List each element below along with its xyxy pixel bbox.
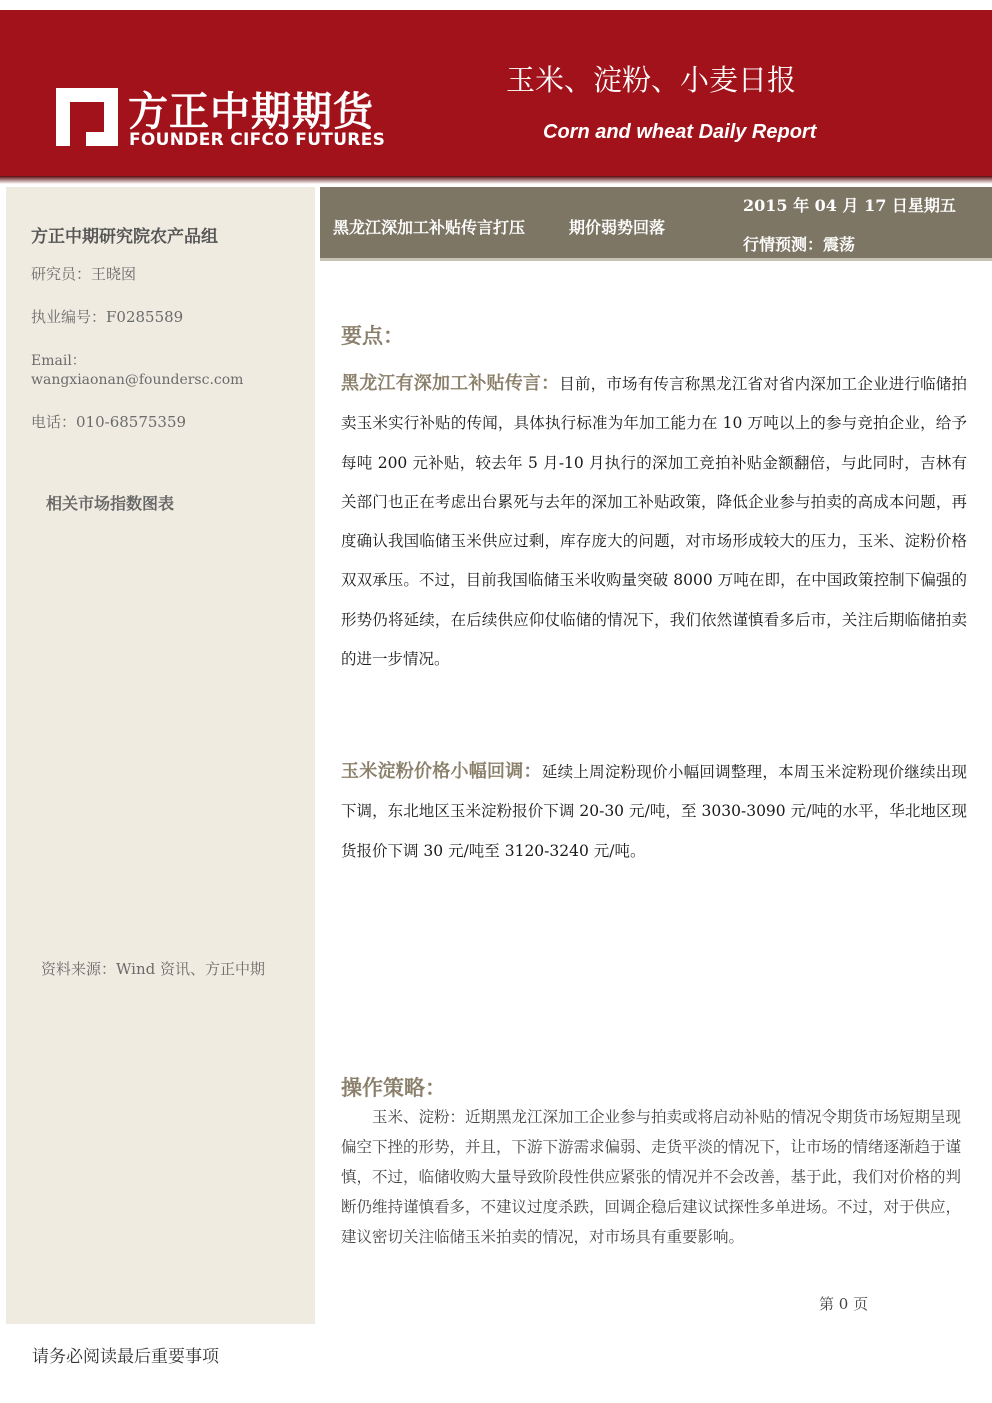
headline-secondary: 期价弱势回落 bbox=[569, 218, 666, 237]
disclaimer-note: 请务必阅读最后重要事项 bbox=[32, 1347, 219, 1367]
license-number: 执业编号：F0285589 bbox=[31, 308, 184, 326]
strategy-title: 操作策略： bbox=[341, 1075, 446, 1100]
company-logo-icon bbox=[56, 88, 118, 146]
email-address[interactable]: wangxiaonan@foundersc.com bbox=[31, 372, 244, 388]
report-title: 玉米、淀粉、小麦日报 bbox=[506, 63, 797, 97]
headline-primary: 黑龙江深加工补贴传言打压 bbox=[333, 218, 526, 237]
researcher-name: 研究员：王晓囡 bbox=[31, 265, 137, 283]
research-group: 方正中期研究院农产品组 bbox=[31, 227, 218, 247]
key-points-title: 要点： bbox=[341, 323, 404, 348]
topic-divider bbox=[320, 258, 992, 261]
header-divider bbox=[0, 176, 992, 184]
report-title-en: Corn and wheat Daily Report bbox=[543, 121, 817, 143]
email-label: Email： bbox=[31, 353, 86, 369]
charts-section-title: 相关市场指数图表 bbox=[46, 494, 175, 513]
paragraph-body: 目前，市场有传言称黑龙江省对省内深加工企业进行临储拍卖玉米实行补贴的传闻，具体执行标准为年加工能力在 10 万吨以上的参与竞拍企业，给予每吨 200 元补贴，较去年 5 月-10 月执行的深加工竞拍补贴金额翻倍，与此同时，吉林有关部门也正在考虑出台累死与去年的深加工补贴政策，降低企业参与拍卖的高成本问题，再度确认我国临储玉米供应过剩，库存庞大的问题，对市场形成较大的压力，玉米、淀粉价格双双承压。不过，目前我国临储玉米收购量突破 8000 万吨在即，在中国政策控制下偏强的形势仍将延续，在后续供应仰仗临储的情况下，我们依然谨慎看多后市，关注后期临储拍卖的进一步情况。 bbox=[341, 375, 967, 669]
paragraph-body: 延续上周淀粉现价小幅回调整理，本周玉米淀粉现价继续出现下调，东北地区玉米淀粉报价下调 20-30 元/吨，至 3030-3090 元/吨的水平，华北地区现货报价下调 30 元/吨至 3120-3240 元/吨。 bbox=[341, 763, 967, 860]
market-forecast: 行情预测：震荡 bbox=[743, 235, 856, 254]
phone-number: 电话：010-68575359 bbox=[31, 413, 187, 431]
company-name-cn: 方正中期期货 bbox=[128, 89, 374, 135]
paragraph-lead: 玉米淀粉价格小幅回调： bbox=[341, 761, 542, 782]
paragraph-starch-price bbox=[341, 752, 967, 871]
paragraph-subsidy-rumor bbox=[341, 364, 967, 679]
company-name-en: FOUNDER CIFCO FUTURES bbox=[129, 130, 386, 150]
page-number: 第 0 页 bbox=[819, 1295, 869, 1313]
report-date: 2015 年 04 月 17 日星期五 bbox=[743, 196, 956, 215]
paragraph-strategy: 玉米、淀粉：近期黑龙江深加工企业参与拍卖或将启动补贴的情况令期货市场短期呈现偏空下挫的形势，并且，下游下游需求偏弱、走货平淡的情况下，让市场的情绪逐渐趋于谨慎，不过，临储收购大量导致阶段性供应紧张的情况并不会改善，基于此，我们对价格的判断仍维持谨慎看多，不建议过度杀跌，回调企稳后建议试探性多单进场。不过，对于供应，建议密切关注临储玉米拍卖的情况，对市场具有重要影响。 bbox=[341, 1108, 962, 1246]
paragraph-lead: 黑龙江有深加工补贴传言： bbox=[341, 373, 560, 394]
data-source: 资料来源：Wind 资讯、方正中期 bbox=[41, 960, 265, 978]
